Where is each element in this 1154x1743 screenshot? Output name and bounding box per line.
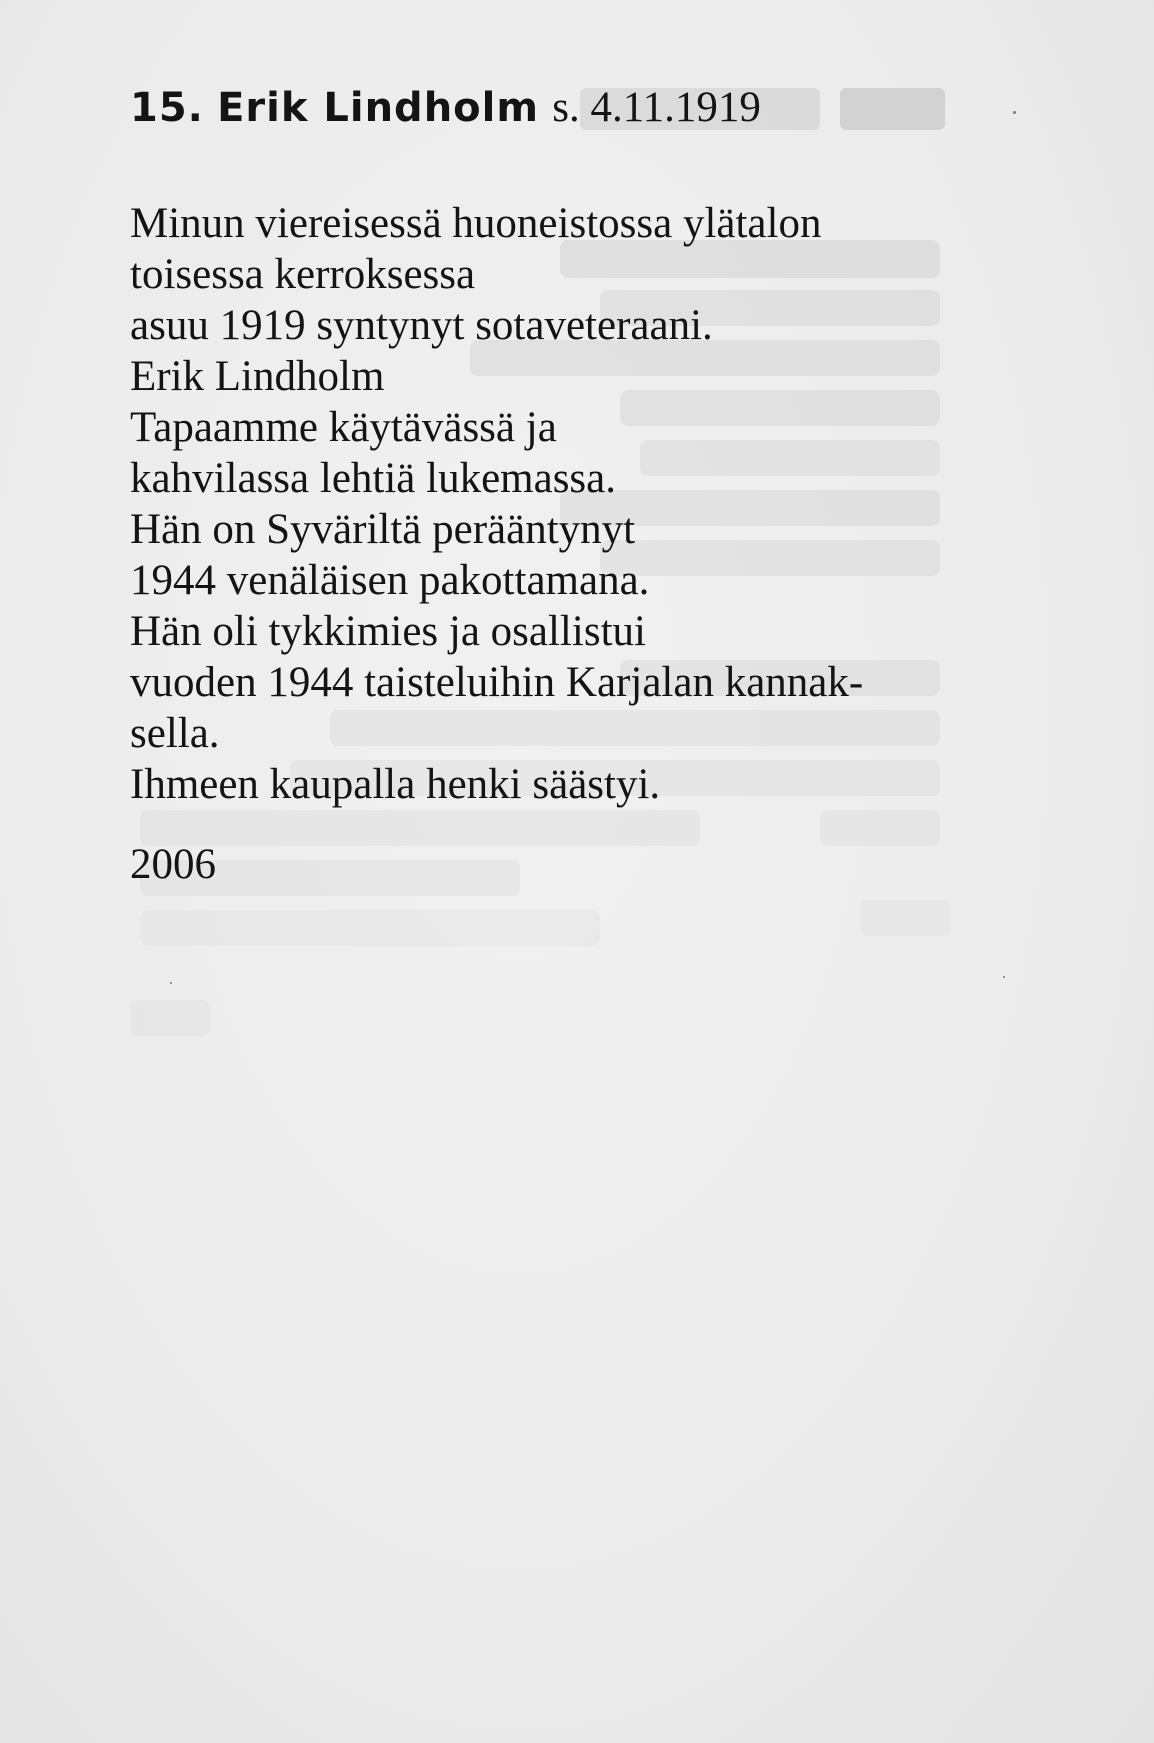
poem-person-name: Erik Lindholm (217, 85, 540, 131)
paper-speck (170, 982, 172, 984)
poem-line: Tapaamme käytävässä ja (130, 404, 557, 451)
poem-line: Ihmeen kaupalla henki säästyi. (130, 761, 661, 808)
paper-speck (1003, 976, 1005, 978)
poem-line: vuoden 1944 taisteluihin Karjalan kannak- (130, 659, 864, 706)
poem-line: Hän on Syväriltä perääntynyt (130, 506, 636, 553)
paper-speck (1013, 111, 1016, 114)
poem-body (130, 198, 1030, 810)
poem-number: 15. (130, 85, 204, 131)
poem-line: Erik Lindholm (130, 353, 385, 400)
poem-heading (130, 76, 1030, 140)
poem-birth-date: s. 4.11.1919 (552, 84, 761, 131)
poem-year: 2006 (130, 841, 216, 888)
poem-line: sella. (130, 710, 220, 757)
poem-line: Minun viereisessä huoneistossa ylätalon (130, 200, 822, 247)
poem-line: toisessa kerroksessa (130, 251, 476, 298)
poem-line: asuu 1919 syntynyt sotaveteraani. (130, 302, 713, 349)
poem-line: 1944 venäläisen pakottamana. (130, 557, 650, 604)
poem-line: Hän oli tykkimies ja osallistui (130, 608, 646, 655)
poem (130, 76, 1030, 890)
poem-line: kahvilassa lehtiä lukemassa. (130, 455, 616, 502)
